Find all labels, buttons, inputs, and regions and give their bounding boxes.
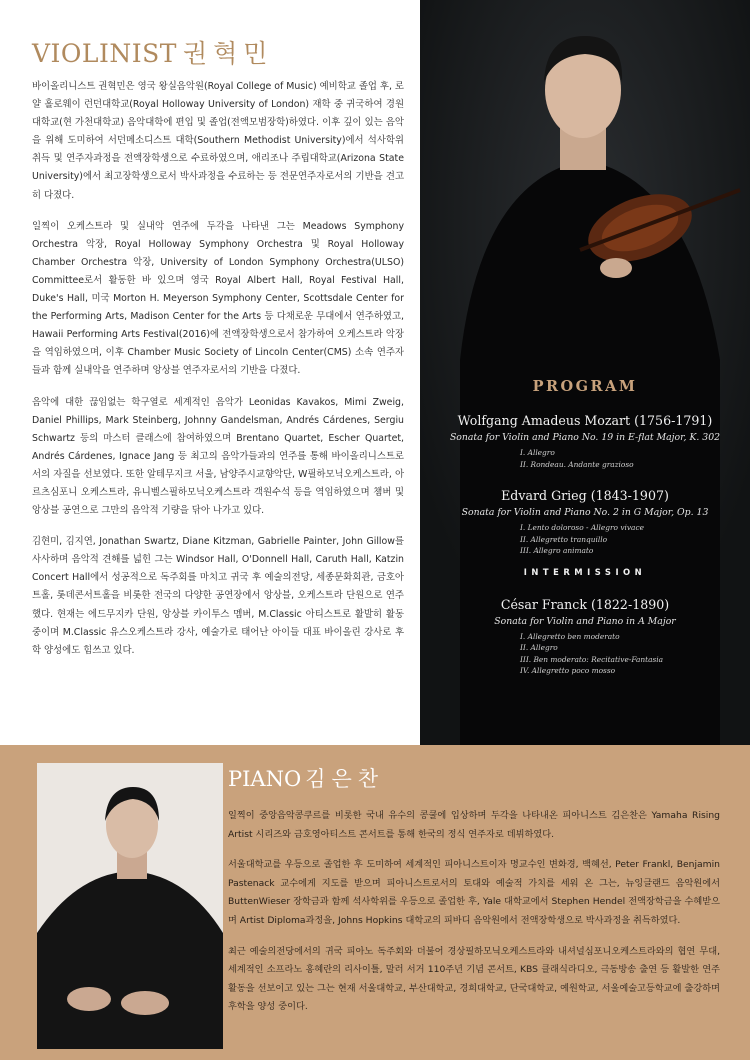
pianist-title-ko: 김은찬 [305,767,385,791]
bio-paragraph: 서울대학교를 우등으로 졸업한 후 도미하여 세계적인 피아니스트이자 명교수인 변화경, 백혜선, Peter Frankl, Benjamin Pastenack 교수에게 지도를 받으며 피아니스트로서의 토대와 예술적 가치를 세워 온 그는, 뉴잉글랜드 음악원에서 ButtenWieser 장학금과 함께 석사학위를 우등으로 졸업한 후, Yale 대학교에서 Stephen Hendel 전액장학금을 수혜받으며 Artist Diploma과정을, Johns Hopkins 대학교의 피바디 음악원에서 전액장학생으로 박사과정을 취득하였다. [228,859,720,926]
violinist-bio-text [32,78,404,673]
bio-paragraph: 김현미, 김지연, Jonathan Swartz, Diane Kitzman, Gabrielle Painter, John Gillow를 사사하며 음악적 견해를 넓힌 그는 Windsor Hall, O'Donnell Hall, Caruth Hall, Katzin Concert Hall에서 성공적으로 독주회를 마치고 귀국 후 예술의전당, 세종문화회관, 금호아트홀, 롯데콘서트홀을 비롯한 전국의 다양한 공연장에서 앙상블, 오케스트라 단원으로 연주했다. 현재는 에드무지카 단원, 앙상블 카이투스 멤버, M.Classic 아티스트로 활발히 활동 중이며 M.Classic 유스오케스트라 강사, 예술가로 태어난 아이들 대표 바이올린 강사로 후학 양성에도 힘쓰고 있다. [32,536,404,656]
movement-item: II. Allegro [520,643,558,652]
violinist-title-en: VIOLINIST [32,39,177,68]
pianist-bio-text [228,807,720,1029]
movement-item: IV. Allegretto poco mosso [520,666,616,675]
intermission-label: INTERMISSION [523,566,647,577]
movement-item: II. Allegretto tranquillo [520,534,608,544]
bio-paragraph: 일찍이 중앙음악콩쿠르를 비롯한 국내 유수의 콩쿨에 입상하며 두각을 나타내온 피아니스트 김은찬은 Yamaha Rising Artist 시리즈와 금호영아티스트 콘서트를 통해 한국의 정식 연주자로 데뷔하였다. [228,810,720,840]
movement-list [520,631,750,677]
movement-item: III. Allegro animato [520,546,594,555]
composer-name: Edvard Grieg (1843-1907) [501,488,669,503]
program-listing [420,378,750,687]
movement-list [520,522,750,557]
bio-paragraph: 최근 예술의전당에서의 귀국 피아노 독주회와 더불어 경상필하모닉오케스트라와 내셔널심포니오케스트라와의 협연 무대, 세계적인 소프라노 홍혜란의 리사이틀, 말러 서거 110주년 기념 콘서트, KBS 클래식라디오, 극동방송 출연 등 활발한 연주 활동을 선보이고 있는 그는 현재 서울대학교, 부산대학교, 경희대학교, 단국대학교, 예원학교, 서울예술고등학교에 출강하며 후학을 양성 중이다. [228,945,720,1013]
movement-item: I. Allegretto ben moderato [520,631,620,641]
work-title: Sonata for Violin and Piano in A Major [494,615,676,627]
movement-item: I. Lento doloroso - Allegro vivace [520,523,644,532]
program-heading: PROGRAM [532,378,638,395]
bio-paragraph: 일찍이 오케스트라 및 실내악 연주에 두각을 나타낸 그는 Meadows Symphony Orchestra 악장, Royal Holloway Symphony Orchestra 및 Royal Holloway Chamber Orchestra 악장, University of London Symphony Orchestra(ULSO) Committee로서 활동한 바 있으며 영국 Royal Albert Hall, Royal Festival Hall, Duke's Hall, 미국 Morton H. Meyerson Symphony Center, Scottsdale Center for the Performing Arts, Madison Center for the Arts 등 다채로운 무대에서 연주하였고, Hawaii Performing Arts Festival(2016)에 전액장학생으로서 참가하여 오케스트라 악장을 역임하였으며, 이후 Chamber Music Society of Lincoln Center(CMS) 소속 연주자들과 함께 실내악을 연주하며 앙상블 연주자로서의 기반을 다졌다. [32,220,404,377]
pianist-portrait-photo [37,763,223,1049]
movement-item: I. Allegro [520,448,555,457]
pianist-title [228,763,384,793]
bio-paragraph: 음악에 대한 끊임없는 학구열로 세계적인 음악가 Leonidas Kavakos, Mimi Zweig, Daniel Phillips, Mark Steinberg, Johnny Gandelsman, Andrés Cárdenes, Sergiu Schwartz 등의 마스터 클래스에 참여하였으며 Brentano Quartet, Escher Quartet, Andrés Cárdenes, Ignace Jang 등 최고의 음악가들과의 연주를 통해 바이올리니스트로서의 자질을 선보였다. 또한 알테무지크 서울, 남양주시교향악단, W필하모닉오케스트라, 아르츠심포니 오케스트라, 유니벨스필하모닉오케스트라 객원수석 등을 역임하였으며 챔버 및 앙상블 공연으로 그만의 음악적 기량을 닦아 나가고 있다. [32,396,404,517]
pianist-section [0,745,750,1060]
movement-item: II. Rondeau. Andante grazioso [520,459,634,469]
work-title: Sonata for Violin and Piano No. 19 in E-flat Major, K. 302 [449,432,721,443]
violinist-bio [0,0,420,745]
violinist-title-ko: 권혁민 [182,39,274,68]
pianist-title-en: PIANO [228,767,302,791]
work-title: Sonata for Violin and Piano No. 2 in G Major, Op. 13 [461,507,709,518]
movement-list [520,447,750,470]
violinist-title [32,34,273,70]
pianist-portrait-illustration [37,763,223,1049]
bio-paragraph: 바이올리니스트 권혁민은 영국 왕실음악원(Royal College of Music) 예비학교 졸업 후, 로얄 홀로웨이 런던대학교(Royal Holloway University of London) 재학 중 귀국하여 경원대학교(현 가천대학교) 음악대학에 편입 및 졸업(전액모범장학)하였다. 이후 깊이 있는 음악을 위해 도미하여 서던메소디스트 대학(Southern Methodist University)에서 석사학위 취득 및 연주자과정을 전액장학생으로 수료하였으며, 애리조나 주립대학교(Arizona State University)에서 최고장학생으로서 박사과정을 수료하는 등 전문연주자로서의 기반을 견고히 다졌다. [32,81,404,201]
composer-name: César Franck (1822-1890) [500,596,670,612]
movement-item: III. Ben moderato: Recitative-Fantasia [520,654,664,664]
composer-name: Wolfgang Amadeus Mozart (1756-1791) [457,413,713,428]
